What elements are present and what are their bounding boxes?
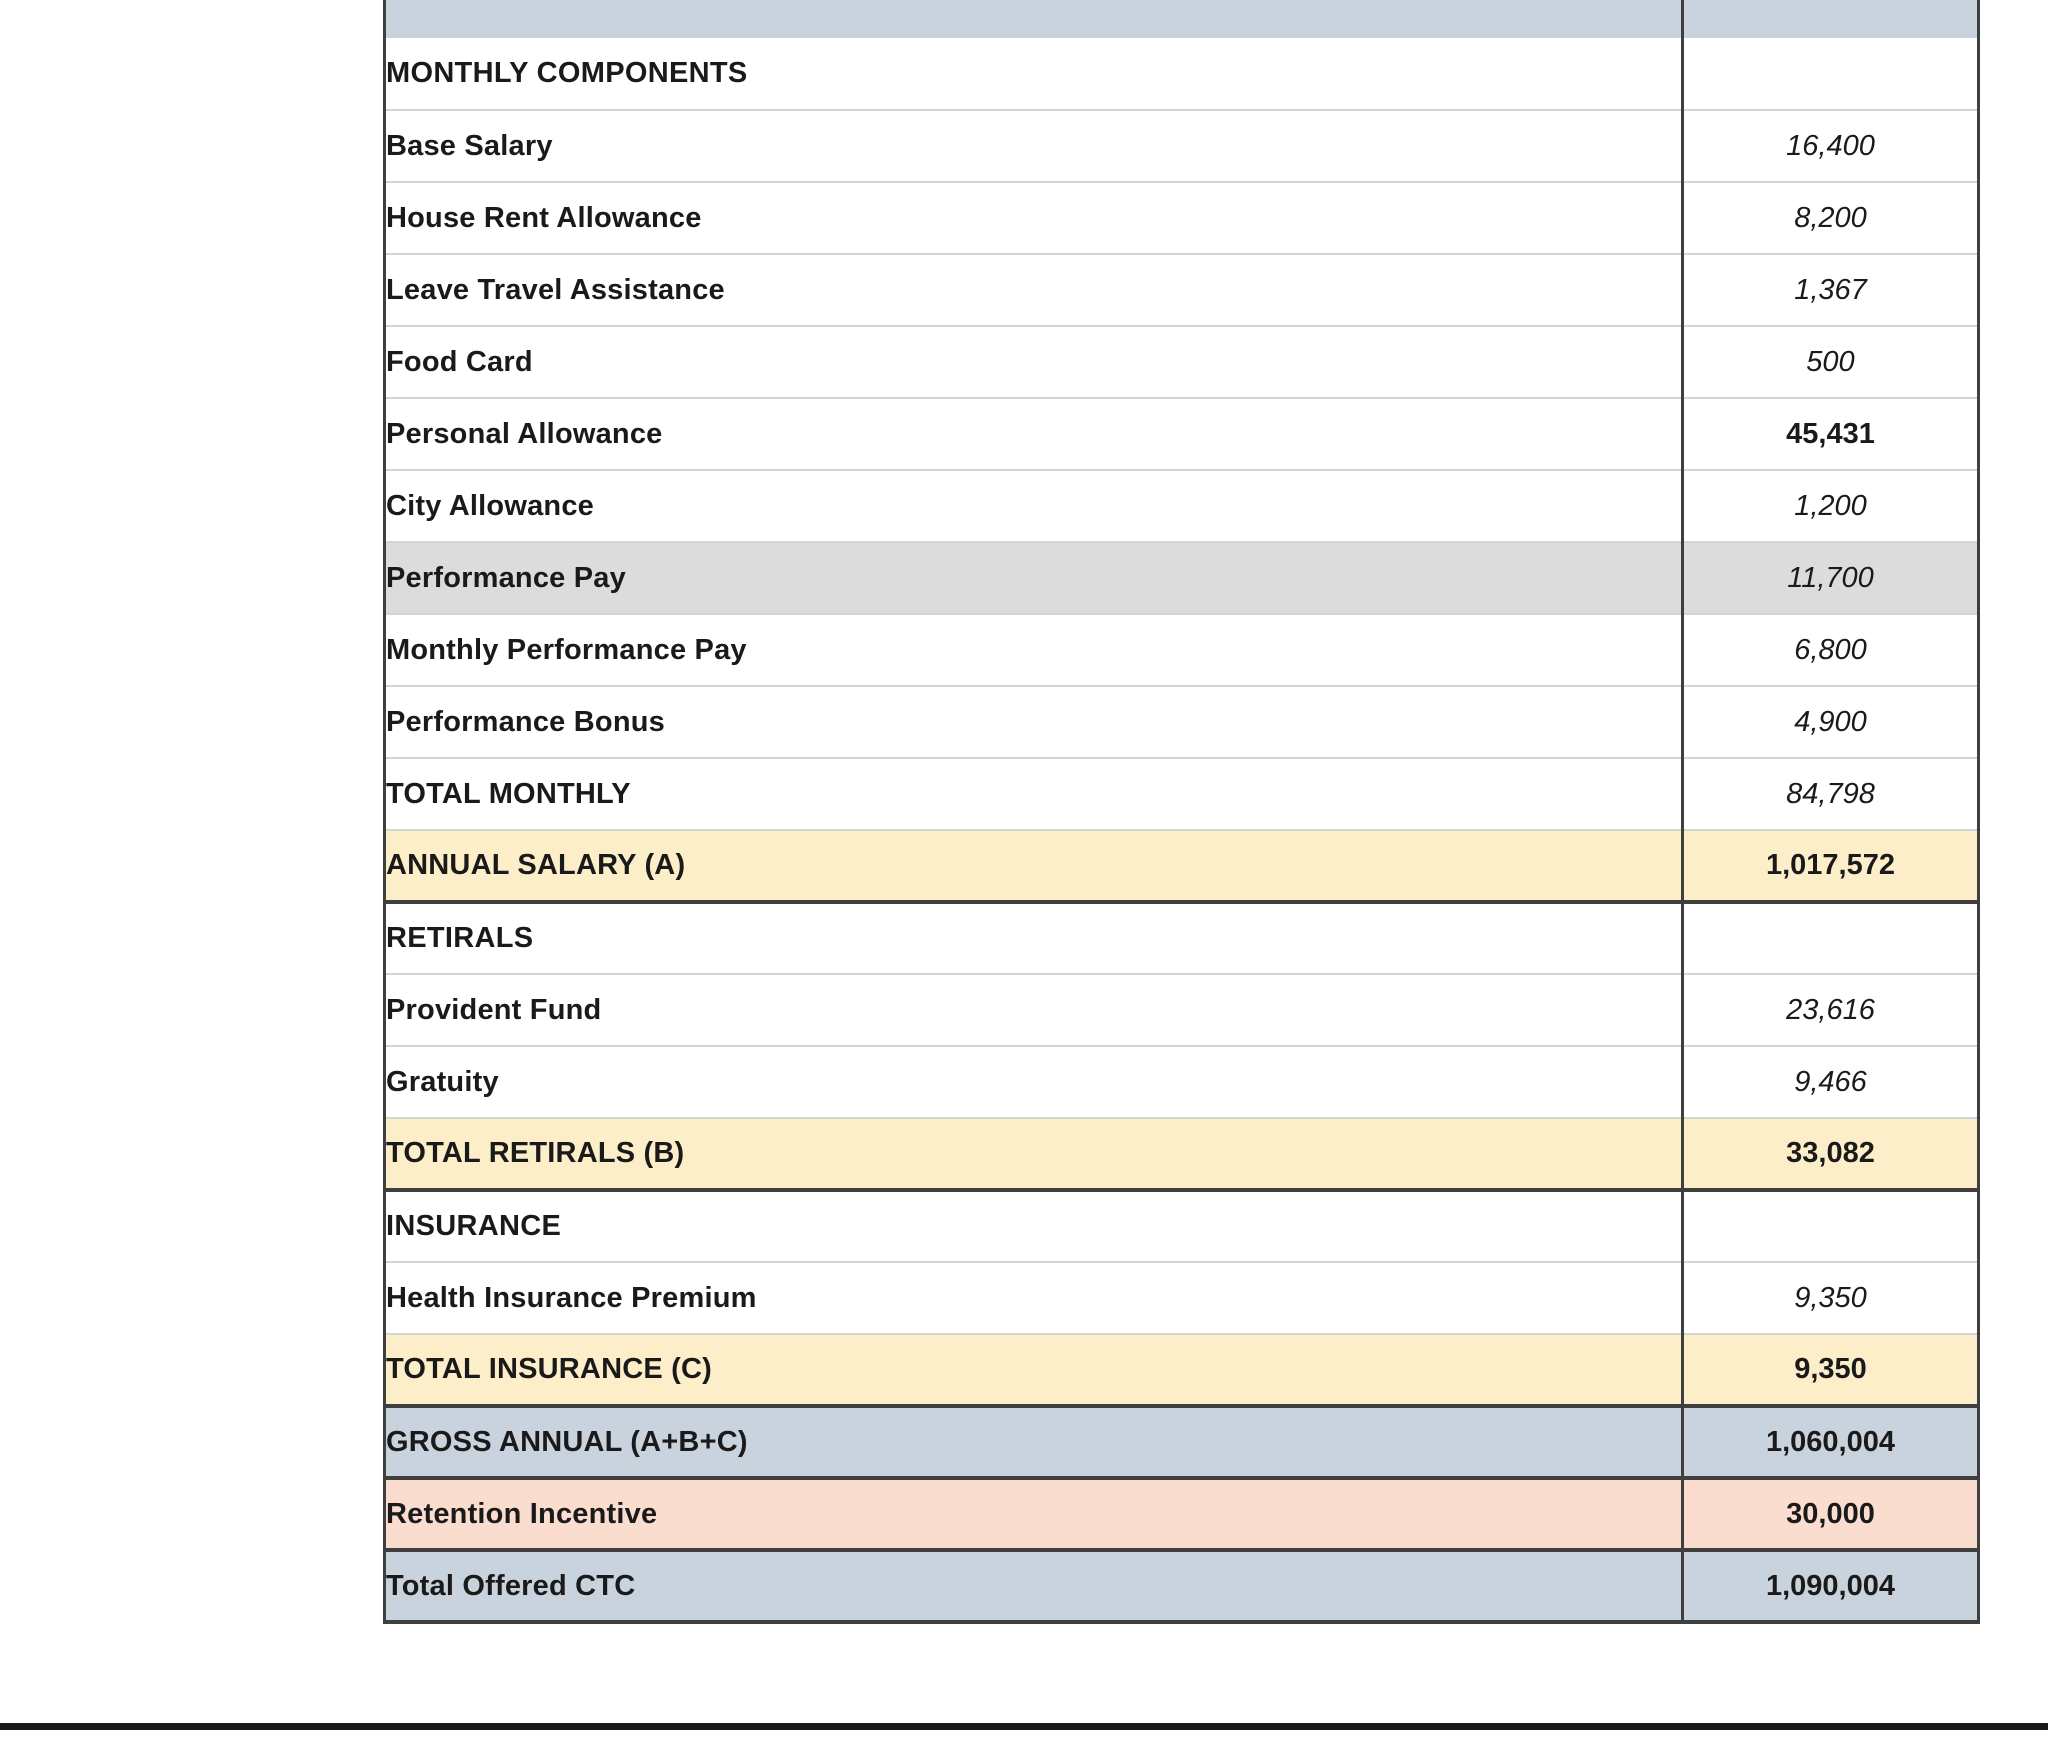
row-value-total-retirals-b: 33,082 (1683, 1118, 1979, 1190)
table-row (385, 254, 1979, 326)
row-value-performance-pay: 11,700 (1683, 542, 1979, 614)
row-value-total-insurance-c: 9,350 (1683, 1334, 1979, 1406)
row-value-annual-salary-a: 1,017,572 (1683, 830, 1979, 902)
table-row (385, 326, 1979, 398)
row-value-total-offered-ctc: 1,090,004 (1683, 1550, 1979, 1622)
row-label-performance-bonus: Performance Bonus (385, 686, 1683, 758)
top-band-label-cell (385, 0, 1683, 38)
row-value-retention-incentive: 30,000 (1683, 1478, 1979, 1550)
page-bottom-margin (0, 1730, 2048, 1743)
row-label-total-offered-ctc: Total Offered CTC (385, 1550, 1683, 1622)
table-row-total (385, 830, 1979, 902)
row-label-annual-salary-a: ANNUAL SALARY (A) (385, 830, 1683, 902)
table-row-gross-annual (385, 1406, 1979, 1478)
ctc-breakdown-sheet (383, 0, 1977, 1624)
ctc-table (383, 0, 1980, 1624)
section-header-row (385, 1190, 1979, 1262)
section-value-retirals (1683, 902, 1979, 974)
row-label-personal-allowance: Personal Allowance (385, 398, 1683, 470)
table-row (385, 470, 1979, 542)
table-row (385, 542, 1979, 614)
section-header-row (385, 38, 1979, 110)
row-label-monthly-performance-pay: Monthly Performance Pay (385, 614, 1683, 686)
table-row (385, 758, 1979, 830)
table-row-retention-incentive (385, 1478, 1979, 1550)
section-value-monthly (1683, 38, 1979, 110)
table-row (385, 182, 1979, 254)
section-title-retirals: RETIRALS (385, 902, 1683, 974)
row-label-base-salary: Base Salary (385, 110, 1683, 182)
table-top-band (385, 0, 1979, 38)
table-row (385, 1046, 1979, 1118)
row-value-total-monthly: 84,798 (1683, 758, 1979, 830)
row-label-total-retirals-b: TOTAL RETIRALS (B) (385, 1118, 1683, 1190)
section-header-row (385, 902, 1979, 974)
table-row-total (385, 1118, 1979, 1190)
table-row (385, 398, 1979, 470)
table-row (385, 1262, 1979, 1334)
row-label-total-insurance-c: TOTAL INSURANCE (C) (385, 1334, 1683, 1406)
row-value-gratuity: 9,466 (1683, 1046, 1979, 1118)
row-value-food-card: 500 (1683, 326, 1979, 398)
row-label-health-insurance-premium: Health Insurance Premium (385, 1262, 1683, 1334)
row-value-city-allowance: 1,200 (1683, 470, 1979, 542)
row-value-base-salary: 16,400 (1683, 110, 1979, 182)
row-value-gross-annual: 1,060,004 (1683, 1406, 1979, 1478)
row-label-total-monthly: TOTAL MONTHLY (385, 758, 1683, 830)
row-label-performance-pay: Performance Pay (385, 542, 1683, 614)
row-value-leave-travel-assistance: 1,367 (1683, 254, 1979, 326)
table-row (385, 110, 1979, 182)
top-band-value-cell (1683, 0, 1979, 38)
row-value-personal-allowance: 45,431 (1683, 398, 1979, 470)
row-value-monthly-performance-pay: 6,800 (1683, 614, 1979, 686)
section-value-insurance (1683, 1190, 1979, 1262)
row-label-city-allowance: City Allowance (385, 470, 1683, 542)
row-value-provident-fund: 23,616 (1683, 974, 1979, 1046)
row-value-house-rent-allowance: 8,200 (1683, 182, 1979, 254)
table-row (385, 974, 1979, 1046)
row-label-gratuity: Gratuity (385, 1046, 1683, 1118)
table-row-total (385, 1334, 1979, 1406)
row-label-provident-fund: Provident Fund (385, 974, 1683, 1046)
table-row (385, 686, 1979, 758)
table-row (385, 614, 1979, 686)
page-footer-rule (0, 1723, 2048, 1730)
row-value-performance-bonus: 4,900 (1683, 686, 1979, 758)
row-label-food-card: Food Card (385, 326, 1683, 398)
section-title-insurance: INSURANCE (385, 1190, 1683, 1262)
table-row-total-offered-ctc (385, 1550, 1979, 1622)
row-label-leave-travel-assistance: Leave Travel Assistance (385, 254, 1683, 326)
row-label-house-rent-allowance: House Rent Allowance (385, 182, 1683, 254)
row-label-gross-annual: GROSS ANNUAL (A+B+C) (385, 1406, 1683, 1478)
row-label-retention-incentive: Retention Incentive (385, 1478, 1683, 1550)
row-value-health-insurance-premium: 9,350 (1683, 1262, 1979, 1334)
section-title-monthly: MONTHLY COMPONENTS (385, 38, 1683, 110)
